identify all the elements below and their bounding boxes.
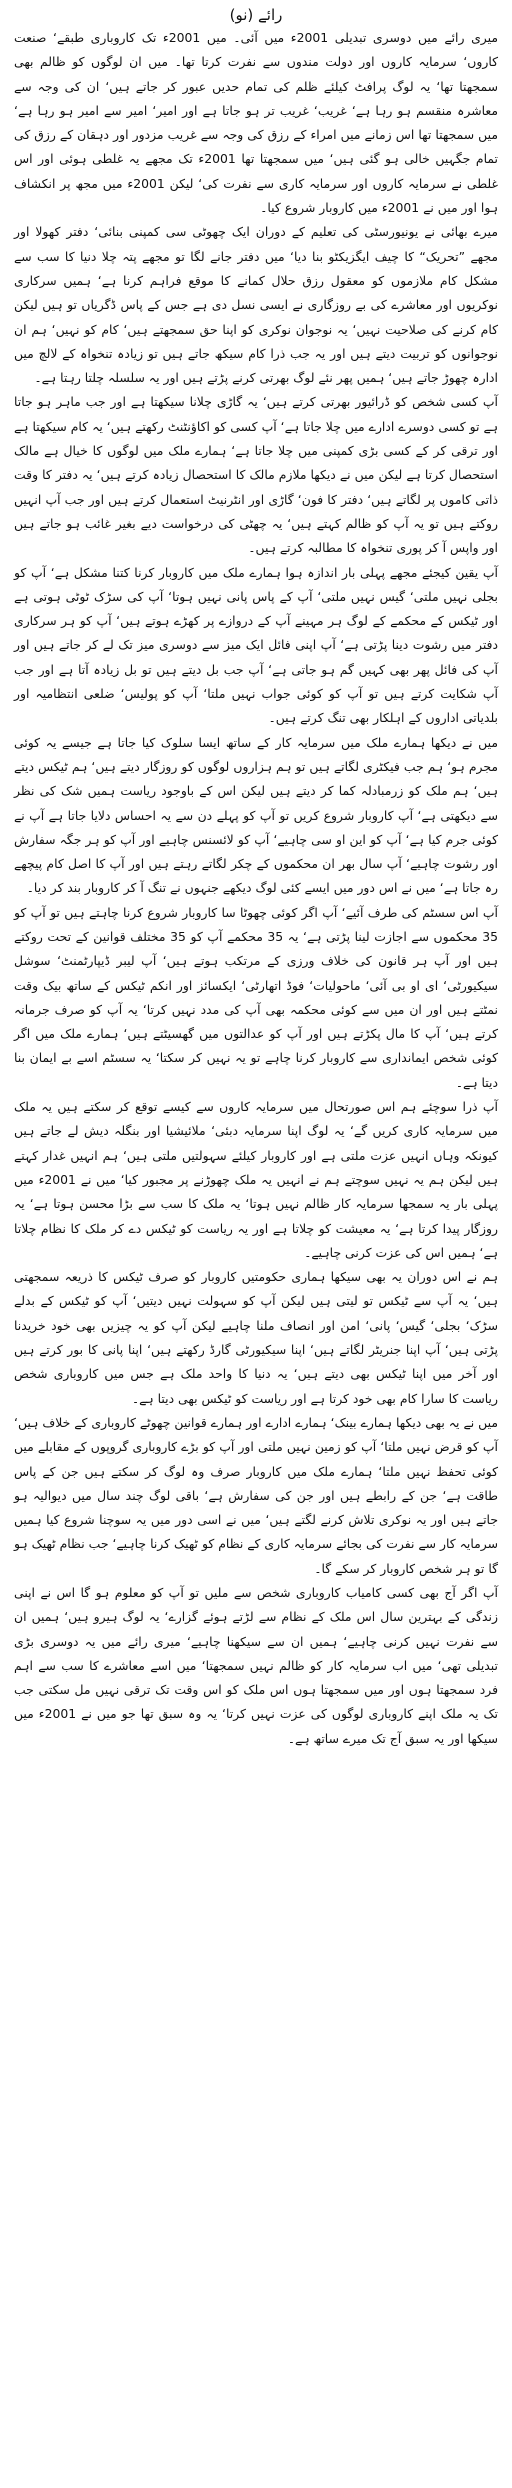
paragraph: آپ اس سسٹم کی طرف آئیے‘ آپ اگر کوئی چھوٹا سا کاروبار شروع کرنا چاہتے ہیں تو آپ کو 35 محکموں سے اجازت لینا پڑتی ہے‘ یہ 35 محکمے آپ کو 35 مختلف قوانین کے تحت روکتے ہیں اور آپ ہر قانون کی خلاف ورزی کے مرتکب ہوتے ہیں‘ آپ لیبر ڈیپارٹمنٹ‘ سوشل سیکیورٹی‘ ای او بی آئی‘ ماحولیات‘ فوڈ اتھارٹی‘ ایکسائز اور انکم ٹیکس کے ساتھ بیک وقت نمٹتے ہیں اور ان میں سے کوئی محکمہ بھی آپ کی مدد نہیں کرتا‘ یہ آپ کو صرف جرمانہ کرتے ہیں‘ آپ کا مال پکڑتے ہیں اور آپ کو عدالتوں میں گھسیٹتے ہیں‘ ہمارے ملک میں اگر کوئی شخص ایمانداری سے کاروبار کرنا چاہے تو یہ نہیں کر سکتا‘ یہ سسٹم اسے بے ایمان بنا دیتا ہے۔ [14, 904, 498, 1090]
paragraph: میری رائے میں دوسری تبدیلی 2001ء میں آئی۔ میں 2001ء تک کاروباری طبقے‘ صنعت کاروں‘ سرمایہ کاروں اور دولت مندوں سے نفرت کرتا تھا۔ میں ان لوگوں کو ظالم بھی سمجھتا تھا‘ یہ لوگ پرافٹ کیلئے ظلم کی تمام حدیں عبور کر جاتے ہیں‘ ان کی وجہ سے معاشرہ منقسم ہو رہا ہے‘ غریب‘ غریب تر ہو جاتا ہے اور امیر‘ امیر سے امیر ہو رہا ہے‘ میں سمجھتا تھا اس زمانے میں امراء کے رزق کی وجہ سے غریب مزدور اور دہقان کے رزق کی تمام جگہیں خالی ہو گئی ہیں‘ میں سمجھتا تھا 2001ء تک مجھے یہ غلطی ہوئی اور اس غلطی نے سرمایہ کاروں اور سرمایہ کاری سے نفرت کی‘ لیکن 2001ء میں مجھ پر انکشاف ہوا اور میں نے 2001ء میں کاروبار شروع کیا۔ [14, 30, 499, 216]
article-body [14, 26, 498, 1751]
paragraph: میں نے دیکھا ہمارے ملک میں سرمایہ کار کے ساتھ ایسا سلوک کیا جاتا ہے جیسے یہ کوئی مجرم ہو‘ ہم جب فیکٹری لگاتے ہیں تو ہم ہزاروں لوگوں کو روزگار دیتے ہیں‘ ہم ٹیکس دیتے ہیں‘ ہم ملک کو زرمبادلہ کما کر دیتے ہیں لیکن اس کے باوجود ریاست ہمیں شک کی نظر سے دیکھتی ہے‘ آپ کاروبار شروع کریں تو آپ کو پہلے دن سے یہ احساس دلایا جاتا ہے آپ نے کوئی جرم کیا ہے‘ آپ کو این او سی چاہیے‘ آپ کو لائسنس چاہیے اور آپ کو ہر جگہ سفارش اور رشوت چاہیے‘ آپ سال بھر ان محکموں کے چکر لگاتے رہتے ہیں اور آپ کا اصل کام پیچھے رہ جاتا ہے‘ میں نے اس دور میں ایسے کئی لوگ دیکھے جنہوں نے تنگ آ کر کاروبار بند کر دیا۔ [14, 734, 498, 896]
paragraph: ہم نے اس دوران یہ بھی سیکھا ہماری حکومتیں کاروبار کو صرف ٹیکس کا ذریعہ سمجھتی ہیں‘ یہ آپ سے ٹیکس تو لیتی ہیں لیکن آپ کو سہولت نہیں دیتیں‘ آپ کو ٹیکس کے بدلے سڑک‘ بجلی‘ گیس‘ پانی‘ امن اور انصاف ملنا چاہیے لیکن آپ کو یہ چیزیں بھی خود خریدنا پڑتی ہیں‘ آپ اپنا جنریٹر لگاتے ہیں‘ اپنا سیکیورٹی گارڈ رکھتے ہیں‘ اپنا پانی کا بور کرتے ہیں اور آخر میں اپنا ٹیکس بھی دیتے ہیں‘ یہ دنیا کا واحد ملک ہے جس میں کاروباری شخص ریاست کا سارا کام بھی خود کرتا ہے اور ریاست کو ٹیکس بھی دیتا ہے۔ [14, 1269, 498, 1406]
paragraph: آپ ذرا سوچئے ہم اس صورتحال میں سرمایہ کاروں سے کیسے توقع کر سکتے ہیں یہ ملک میں سرمایہ کاری کریں گے‘ یہ لوگ اپنا سرمایہ دبئی‘ ملائیشیا اور بنگلہ دیش لے جاتے ہیں کیونکہ وہاں انہیں عزت ملتی ہے اور کاروبار کیلئے سہولتیں ملتی ہیں‘ ہم انہیں غدار کہتے ہیں لیکن ہم یہ نہیں سوچتے ہم نے انہیں یہ ملک چھوڑنے پر مجبور کیا‘ میں نے 2001ء میں پہلی بار یہ سمجھا سرمایہ کار ظالم نہیں ہوتا‘ یہ ملک کا سب سے بڑا محسن ہوتا ہے‘ یہ روزگار پیدا کرتا ہے‘ یہ معیشت کو چلاتا ہے اور یہ ریاست کو ٹیکس دے کر ملک کا نظام چلاتا ہے‘ ہمیں اس کی عزت کرنی چاہیے۔ [14, 1099, 498, 1260]
column-title: رائے (نو) [229, 6, 283, 24]
paragraph: میں نے یہ بھی دیکھا ہمارے بینک‘ ہمارے ادارے اور ہمارے قوانین چھوٹے کاروباری کے خلاف ہیں‘ آپ کو قرض نہیں ملتا‘ آپ کو زمین نہیں ملتی اور آپ کو بڑے کاروباری گروپوں کے مقابلے میں کوئی تحفظ نہیں ملتا‘ ہمارے ملک میں کاروبار صرف وہ لوگ کر سکتے ہیں جن کے پاس طاقت ہے‘ جن کے رابطے ہیں اور جن کی سفارش ہے‘ باقی لوگ چند سال میں دیوالیہ ہو جاتے ہیں اور یہ نوکری تلاش کرنے لگتے ہیں‘ میں نے اسی دور میں یہ سوچنا شروع کیا ہمیں سرمایہ کار سے نفرت کی بجائے سرمایہ کاری کے نظام کو ٹھیک کرنا چاہیے‘ جب نظام ٹھیک ہو گا تو ہر شخص کاروبار کر سکے گا۔ [14, 1414, 498, 1576]
paragraph: میرے بھائی نے یونیورسٹی کی تعلیم کے دوران ایک چھوٹی سی کمپنی بنائی‘ دفتر کھولا اور مجھے ”تحریک“ کا چیف ایگزیکٹو بنا دیا‘ میں دفتر جانے لگا تو مجھے پتہ چلا دنیا کا سب سے مشکل کام ملازموں کو معقول رزق حلال کمانے کا موقع فراہم کرنا ہے‘ ہمیں سرکاری نوکریوں اور معاشرے کی بے روزگاری نے ایسی نسل دی ہے جس کے پاس ڈگریاں تو ہیں لیکن کام کرنے کی صلاحیت نہیں‘ یہ نوجوان نوکری کو اپنا حق سمجھتے ہیں‘ کام کو نہیں‘ ہم ان نوجوانوں کو تربیت دیتے ہیں اور یہ جب ذرا کام سیکھ جاتے ہیں تو زیادہ تنخواہ کے لالچ میں ادارہ چھوڑ جاتے ہیں‘ ہمیں پھر نئے لوگ بھرتی کرنے پڑتے ہیں اور یہ سلسلہ چلتا رہتا ہے۔ [14, 224, 498, 386]
paragraph: آپ یقین کیجئے مجھے پہلی بار اندازہ ہوا ہمارے ملک میں کاروبار کرنا کتنا مشکل ہے‘ آپ کو بجلی نہیں ملتی‘ گیس نہیں ملتی‘ آپ کے پاس پانی نہیں ہوتا‘ آپ کی سڑک ٹوٹی ہوتی ہے اور ٹیکس کے محکمے کے لوگ ہر مہینے آپ کے دروازے پر کھڑے ہوتے ہیں‘ آپ کو ہر سرکاری دفتر میں رشوت دینا پڑتی ہے‘ آپ اپنی فائل ایک میز سے دوسری میز تک لے کر جاتے ہیں اور آپ کی فائل پھر بھی کہیں گم ہو جاتی ہے‘ آپ جب بل دیتے ہیں تو بل زیادہ آتا ہے اور جب آپ شکایت کرتے ہیں تو آپ کو کوئی جواب نہیں ملتا‘ آپ کو پولیس‘ ضلعی انتظامیہ اور بلدیاتی اداروں کے اہلکار بھی تنگ کرتے ہیں۔ [14, 564, 498, 726]
paragraph: آپ اگر آج بھی کسی کامیاب کاروباری شخص سے ملیں تو آپ کو معلوم ہو گا اس نے اپنی زندگی کے بہترین سال اس ملک کے نظام سے لڑتے ہوئے گزارے‘ یہ لوگ ہیرو ہیں‘ ہمیں ان سے نفرت نہیں کرنی چاہیے‘ ہمیں ان سے سیکھنا چاہیے‘ میری رائے میں یہ دوسری بڑی تبدیلی تھی‘ میں اب سرمایہ کار کو ظالم نہیں سمجھتا‘ میں اسے معاشرے کا سب سے اہم فرد سمجھتا ہوں اور میں سمجھتا ہوں اس ملک کو اس وقت تک ترقی نہیں مل سکتی جب تک یہ ملک اپنے کاروباری لوگوں کی عزت نہیں کرتا‘ یہ وہ سبق تھا جو میں نے 2001ء میں سیکھا اور یہ سبق آج تک میرے ساتھ ہے۔ [14, 1585, 498, 1746]
paragraph: آپ کسی شخص کو ڈرائیور بھرتی کرتے ہیں‘ یہ گاڑی چلانا سیکھتا ہے اور جب ماہر ہو جاتا ہے تو کسی دوسرے ادارے میں چلا جاتا ہے‘ آپ کسی کو اکاؤنٹنٹ رکھتے ہیں‘ یہ کام سیکھتا ہے اور ترقی کر کے کسی بڑی کمپنی میں چلا جاتا ہے‘ ہمارے ملک میں لوگوں کا خیال ہے مالک استحصال کرتا ہے لیکن میں نے دیکھا ملازم مالک کا استحصال زیادہ کرتے ہیں‘ یہ دفتر کا وقت ذاتی کاموں پر لگاتے ہیں‘ دفتر کا فون‘ گاڑی اور انٹرنیٹ استعمال کرتے ہیں اور جب آپ انہیں روکتے ہیں تو یہ آپ کو ظالم کہتے ہیں‘ یہ چھٹی کی درخواست دیے بغیر غائب ہو جاتے ہیں اور واپس آ کر پوری تنخواہ کا مطالبہ کرتے ہیں۔ [14, 394, 498, 556]
